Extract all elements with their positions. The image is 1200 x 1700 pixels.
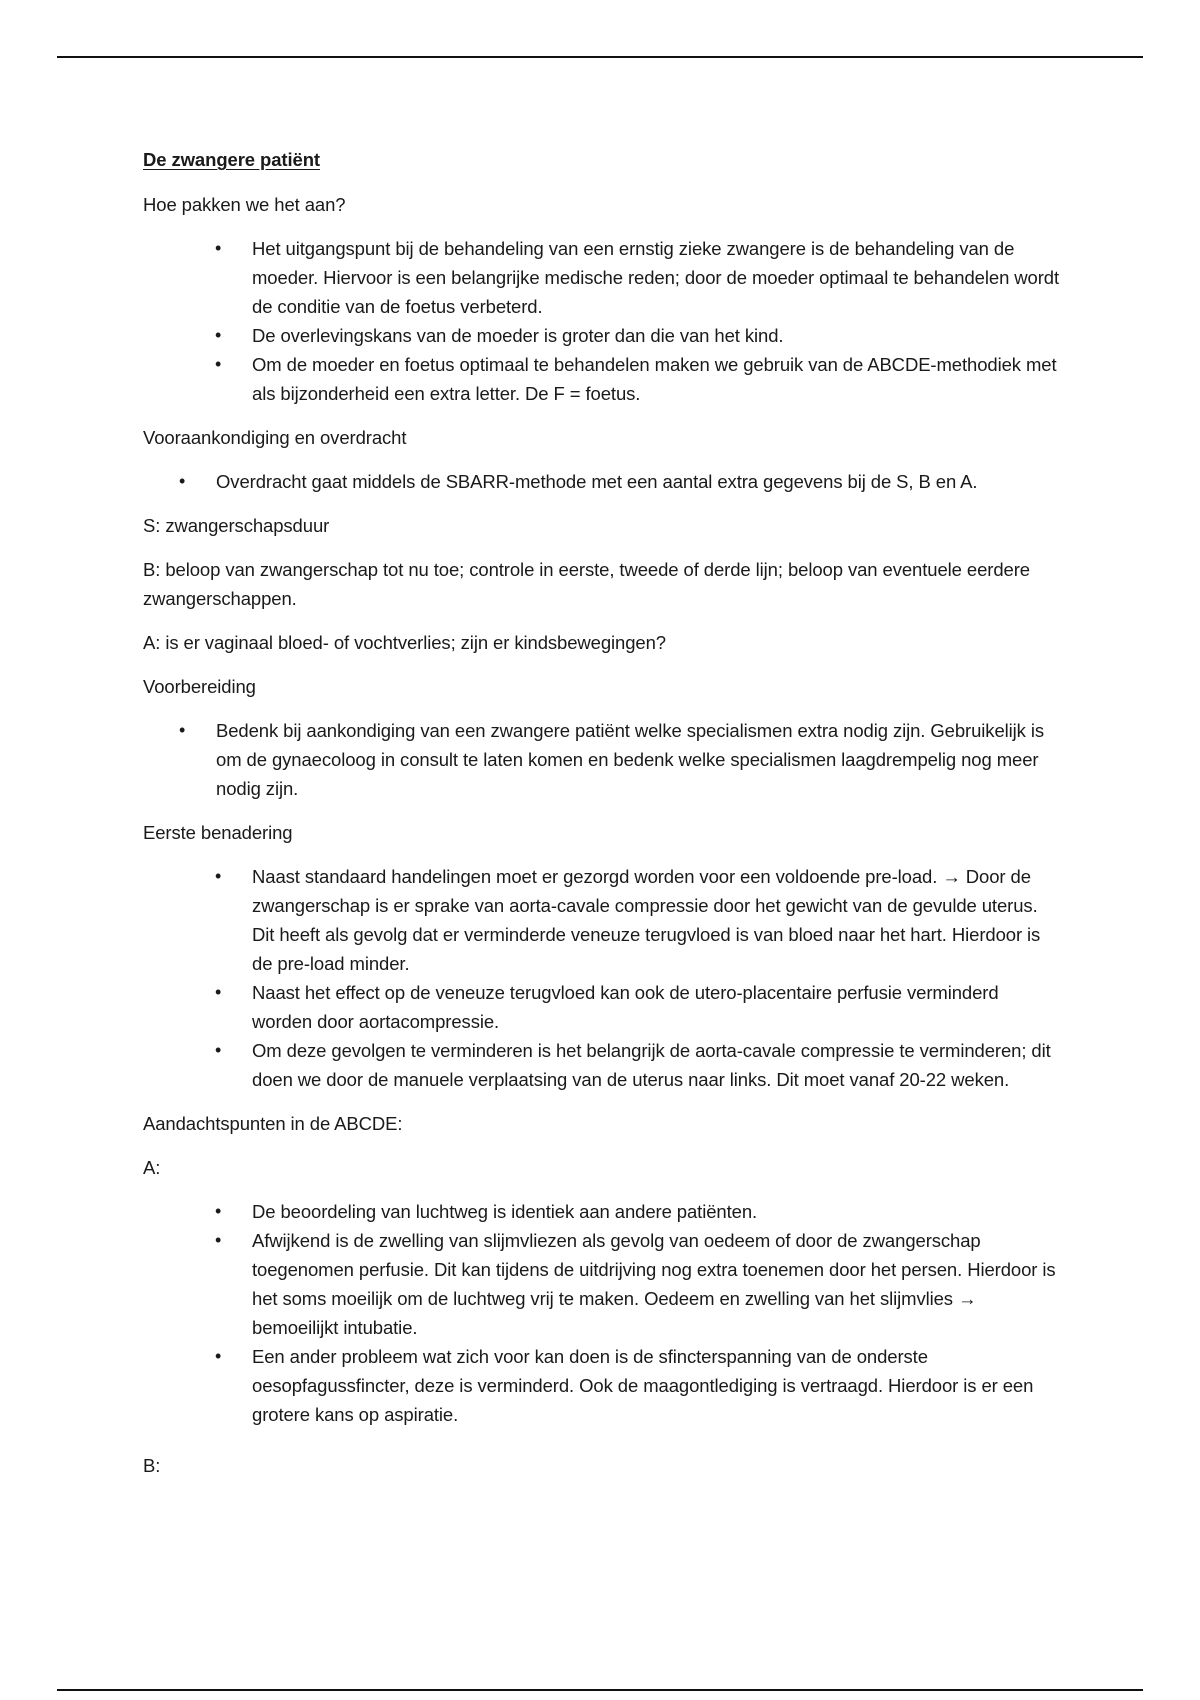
bullet-icon: •: [215, 1201, 222, 1221]
section-heading-preparation: Voorbereiding: [143, 676, 256, 697]
section-heading-handover: Vooraankondiging en overdracht: [143, 427, 407, 448]
handover-b-line: B: beloop van zwangerschap tot nu toe; controle in eerste, tweede of derde lijn; beloop van eventuele eerdere zwangerschappen.: [143, 559, 1030, 609]
section-heading-first-approach: Eerste benadering: [143, 822, 293, 843]
section-heading-abcde: Aandachtspunten in de ABCDE:: [143, 1113, 403, 1134]
list-item: • Het uitgangspunt bij de behandeling van een ernstig zieke zwangere is de behandeling van de moeder. Hiervoor is een belangrijke medische reden; door de moeder optimaal te behandelen wordt de conditie van de foetus verbeterd.: [143, 234, 1063, 321]
list-item: • Een ander probleem wat zich voor kan doen is de sfincterspanning van de onderste oesopfagussfincter, deze is verminderd. Ook de maagontlediging is vertraagd. Hierdoor is er een grotere kans op aspiratie.: [143, 1342, 1063, 1429]
bullet-icon: •: [215, 325, 222, 345]
list-item: • Afwijkend is de zwelling van slijmvliezen als gevolg van oedeem of door de zwangerschap toegenomen perfusie. Dit kan tijdens de uitdrijving nog extra toenemen door het persen. Hierdoor is het soms moeilijk om de luchtweg vrij te maken. Oedeem en zwelling van het slijmvlies → bemoeilijkt intubatie.: [143, 1226, 1063, 1342]
list-item: • Om deze gevolgen te verminderen is het belangrijk de aorta-cavale compressie te verminderen; dit doen we door de manuele verplaatsing van de uterus naar links. Dit moet vanaf 20-22 weken.: [143, 1036, 1063, 1094]
handover-s-line: S: zwangerschapsduur: [143, 515, 330, 536]
header-rule: [57, 56, 1143, 58]
bullet-icon: •: [215, 238, 222, 258]
list-item: • Naast het effect op de veneuze terugvloed kan ook de utero-placentaire perfusie verminderd worden door aortacompressie.: [143, 978, 1063, 1036]
footer-rule: [57, 1689, 1143, 1691]
bullet-icon: •: [215, 866, 222, 886]
preparation-bullet-list: [143, 716, 1063, 803]
bullet-icon: •: [215, 1040, 222, 1060]
list-item: • Naast standaard handelingen moet er gezorgd worden voor een voldoende pre-load. → Door de zwangerschap is er sprake van aorta-cavale compressie door het gewicht van de gevulde uterus. Dit heeft als gevolg dat er verminderde veneuze terugvloed is van bloed naar het hart. Hierdoor is de pre-load minder.: [143, 862, 1063, 978]
list-item: • De overlevingskans van de moeder is groter dan die van het kind.: [143, 321, 1063, 350]
section-heading-approach: Hoe pakken we het aan?: [143, 194, 346, 215]
intro-bullet-list: [143, 234, 1063, 408]
list-item: • Overdracht gaat middels de SBARR-methode met een aantal extra gegevens bij de S, B en A.: [143, 467, 1063, 496]
handover-a-line: A: is er vaginaal bloed- of vochtverlies; zijn er kindsbewegingen?: [143, 632, 666, 653]
first-approach-bullet-list: [143, 862, 1063, 1094]
abcde-a-bullet-list: [143, 1197, 1063, 1429]
document-title: De zwangere patiënt: [143, 149, 320, 170]
list-item: • Bedenk bij aankondiging van een zwangere patiënt welke specialismen extra nodig zijn. Gebruikelijk is om de gynaecoloog in consult te laten komen en bedenk welke specialismen laagdrempelig nog meer nodig zijn.: [143, 716, 1063, 803]
abcde-b-label: B:: [143, 1455, 161, 1476]
bullet-icon: •: [215, 1346, 222, 1366]
abcde-a-label: A:: [143, 1157, 161, 1178]
bullet-icon: •: [215, 354, 222, 374]
bullet-icon: •: [179, 720, 186, 740]
bullet-icon: •: [215, 982, 222, 1002]
list-item: • De beoordeling van luchtweg is identiek aan andere patiënten.: [143, 1197, 1063, 1226]
bullet-icon: •: [179, 471, 186, 491]
handover-bullet-list: [143, 467, 1063, 496]
document-body: [143, 145, 1063, 1495]
bullet-icon: •: [215, 1230, 222, 1250]
list-item: • Om de moeder en foetus optimaal te behandelen maken we gebruik van de ABCDE-methodiek met als bijzonderheid een extra letter. De F = foetus.: [143, 350, 1063, 408]
